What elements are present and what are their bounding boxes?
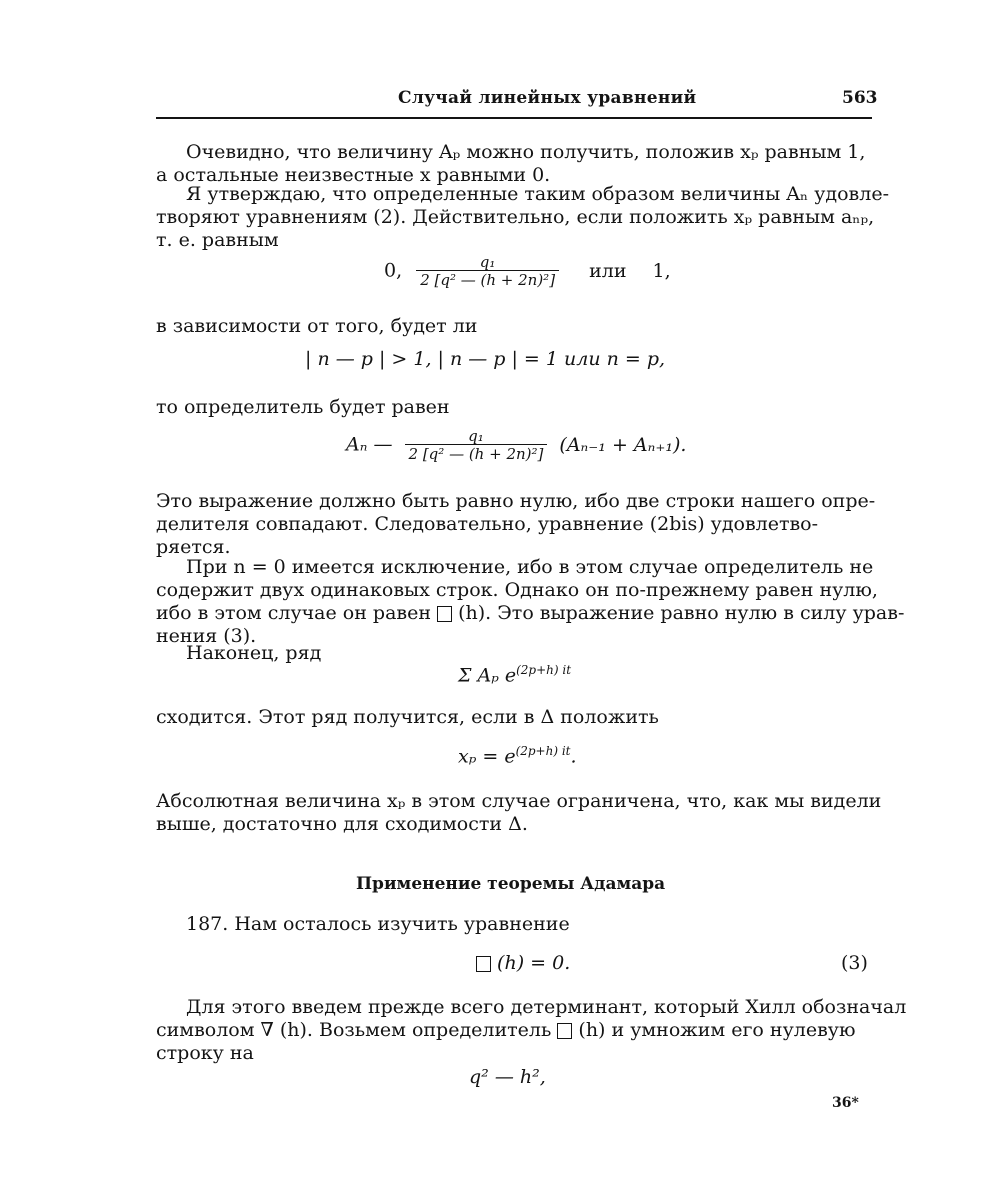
page-number: 563 bbox=[842, 88, 878, 108]
header-rule bbox=[156, 117, 872, 119]
eq-or: или bbox=[589, 259, 627, 282]
paragraph-line: Очевидно, что величину Aₚ можно получить, положив xₚ равным 1, bbox=[186, 141, 866, 163]
eq-one: 1, bbox=[652, 259, 671, 282]
paragraph-line: строку на bbox=[156, 1042, 254, 1064]
paragraph-line: сходится. Этот ряд получится, если в Δ положить bbox=[156, 706, 659, 728]
eq-series-base: Σ Aₚ e bbox=[458, 664, 517, 687]
paragraph-line: выше, достаточно для сходимости Δ. bbox=[156, 813, 528, 835]
paragraph-line: творяют уравнениям (2). Действительно, если положить xₚ равным aₙₚ, bbox=[156, 206, 875, 228]
paragraph-6 bbox=[156, 556, 905, 648]
paragraph-line bbox=[156, 602, 905, 625]
paragraph-line: в зависимости от того, будет ли bbox=[156, 315, 478, 337]
eq-lhs: Aₙ — bbox=[346, 433, 393, 456]
paragraph-line: делителя совпадают. Следовательно, уравнение (2bis) удовлетво- bbox=[156, 513, 819, 535]
fraction-numerator: q₁ bbox=[405, 428, 548, 445]
eq-zero: 0, bbox=[384, 259, 403, 282]
paragraph-fragment: ибо в этом случае он равен bbox=[156, 602, 432, 624]
box-operator-icon bbox=[437, 606, 452, 622]
paragraph-fragment: (h). Это выражение равно нулю в силу урав- bbox=[458, 602, 905, 624]
eq-sub-end: . bbox=[570, 745, 577, 768]
paragraph-11 bbox=[156, 996, 907, 1065]
section-title: Применение теоремы Адамара bbox=[356, 874, 666, 894]
paragraph-line: то определитель будет равен bbox=[156, 396, 450, 418]
paragraph-line: Наконец, ряд bbox=[186, 642, 322, 664]
equation-3 bbox=[476, 952, 570, 974]
paragraph-line: ряется. bbox=[156, 536, 231, 558]
eq-rhs: (Aₙ₋₁ + Aₙ₊₁). bbox=[559, 433, 687, 456]
eq-3-text: (h) = 0. bbox=[497, 952, 571, 974]
equation-values bbox=[384, 254, 671, 289]
paragraph-line: Абсолютная величина xₚ в этом случае ограничена, что, как мы видели bbox=[156, 790, 882, 812]
fraction-numerator: q₁ bbox=[416, 254, 559, 271]
paragraph-2 bbox=[156, 183, 889, 252]
paragraph-1 bbox=[156, 141, 872, 187]
eq-sub-base: xₚ = e bbox=[458, 745, 516, 768]
equation-q2-h2: q² — h², bbox=[469, 1066, 546, 1088]
running-header-title: Случай линейных уравнений bbox=[398, 88, 697, 108]
paragraph-fragment: символом ∇ (h). Возьмем определитель bbox=[156, 1019, 552, 1041]
paragraph-fragment: (h) и умножим его нулевую bbox=[578, 1019, 856, 1041]
signature-mark: 36* bbox=[832, 1095, 859, 1111]
fraction bbox=[405, 428, 548, 463]
paragraph-line: Для этого введем прежде всего детерминант, который Хилл обозначал bbox=[186, 996, 907, 1018]
paragraph-9 bbox=[156, 790, 882, 836]
paragraph-10 bbox=[156, 913, 872, 936]
paragraph-line: Это выражение должно быть равно нулю, ибо две строки нашего опре- bbox=[156, 490, 876, 512]
equation-determinant bbox=[346, 428, 686, 463]
paragraph-line: а остальные неизвестные x равными 0. bbox=[156, 164, 551, 186]
fraction bbox=[416, 254, 559, 289]
equation-series bbox=[458, 663, 571, 686]
equation-substitution bbox=[458, 744, 577, 767]
fraction-denominator: 2 [q² — (h + 2n)²] bbox=[408, 445, 544, 463]
box-operator-icon bbox=[557, 1023, 572, 1039]
paragraph-line: Я утверждаю, что определенные таким образом величины Aₙ удовле- bbox=[186, 183, 889, 205]
box-operator-icon bbox=[476, 956, 491, 972]
eq-series-exponent: (2p+h) it bbox=[516, 663, 572, 677]
paragraph-line: нения (3). bbox=[156, 625, 257, 647]
equation-number: (3) bbox=[841, 952, 868, 974]
paragraph-line bbox=[156, 1019, 872, 1042]
paragraph-line: При n = 0 имеется исключение, ибо в этом случае определитель не bbox=[186, 556, 874, 578]
paragraph-4 bbox=[156, 396, 872, 419]
paragraph-line: содержит двух одинаковых строк. Однако он по-прежнему равен нулю, bbox=[156, 579, 878, 601]
equation-conditions: | n — p | > 1, | n — p | = 1 или n = p, bbox=[305, 348, 666, 370]
fraction-denominator: 2 [q² — (h + 2n)²] bbox=[420, 271, 556, 289]
eq-sub-exponent: (2p+h) it bbox=[515, 744, 571, 758]
paragraph-line: т. е. равным bbox=[156, 229, 279, 251]
paragraph-3 bbox=[156, 315, 872, 338]
paragraph-7 bbox=[156, 642, 872, 665]
paragraph-line: 187. Нам осталось изучить уравнение bbox=[186, 913, 570, 935]
paragraph-5 bbox=[156, 490, 876, 559]
paragraph-8 bbox=[156, 706, 872, 729]
